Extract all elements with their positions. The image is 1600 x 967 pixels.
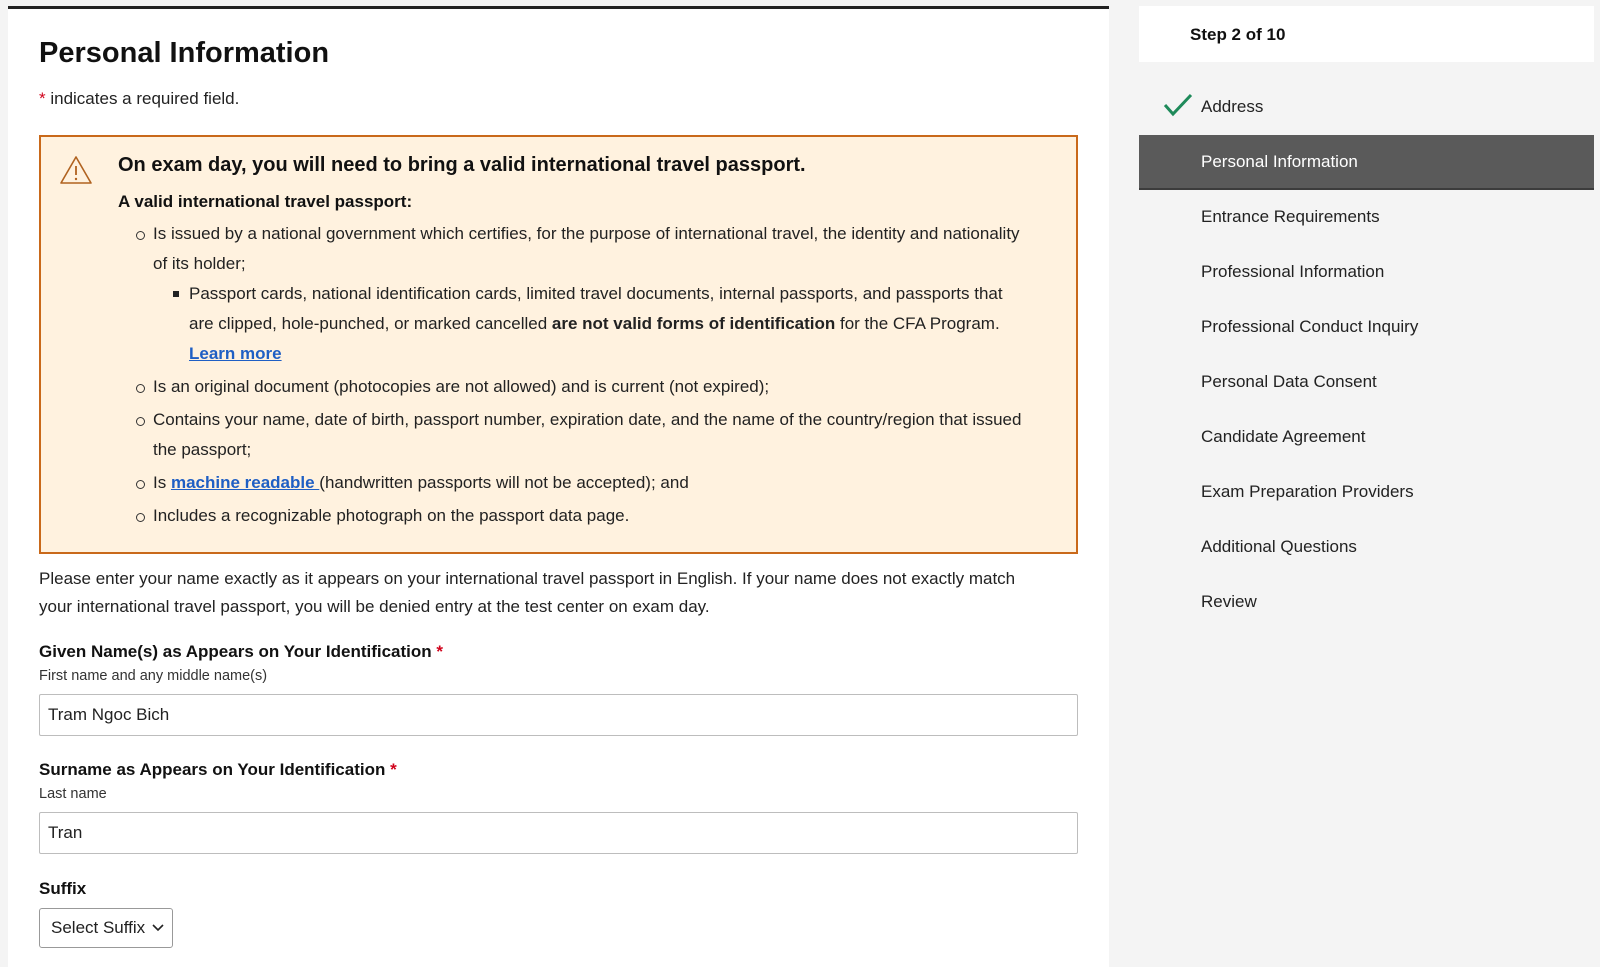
list-item <box>136 405 1026 465</box>
suffix-select[interactable] <box>39 908 173 948</box>
surname-input[interactable] <box>39 812 1078 854</box>
nav-item-address[interactable] <box>1139 80 1594 135</box>
nav-item-additional-questions[interactable] <box>1139 520 1594 575</box>
surname-hint: Last name <box>39 786 107 802</box>
steps-nav <box>1139 80 1594 630</box>
nav-item-label: Personal Data Consent <box>1201 372 1377 391</box>
nav-item-label: Review <box>1201 592 1257 611</box>
sub-item-text: Passport cards, national identification cards, limited travel documents, internal passports, and passports that are clipped, hole-punched, or marked cancelled <box>189 284 1003 333</box>
list-item-text: Is issued by a national government which certifies, for the purpose of international travel, the identity and nationality of its holder; <box>153 224 1020 273</box>
page-title: Personal Information <box>39 37 330 69</box>
nav-item-personal-information[interactable] <box>1139 135 1594 190</box>
nav-item-candidate-agreement[interactable] <box>1139 410 1594 465</box>
list-item-text: (handwritten passports will not be accepted); and <box>319 473 689 492</box>
suffix-selected-value: Select Suffix <box>51 918 146 937</box>
given-name-hint: First name and any middle name(s) <box>39 668 268 684</box>
list-item <box>136 372 1026 402</box>
nav-item-label: Professional Conduct Inquiry <box>1201 317 1419 336</box>
required-star: * <box>39 89 46 108</box>
list-item <box>136 501 1026 531</box>
required-star: * <box>390 760 397 779</box>
surname-label-text: Surname as Appears on Your Identification <box>39 760 391 779</box>
list-item-text: Is <box>153 473 171 492</box>
nav-item-review[interactable] <box>1139 575 1594 630</box>
nav-item-professional-conduct-inquiry[interactable] <box>1139 300 1594 355</box>
nav-item-label: Candidate Agreement <box>1201 427 1366 446</box>
requirements-list <box>136 219 1026 534</box>
nav-item-entrance-requirements[interactable] <box>1139 190 1594 245</box>
checkmark-icon <box>1163 92 1193 118</box>
nav-item-label: Additional Questions <box>1201 537 1357 556</box>
surname-label <box>39 760 397 780</box>
name-instructions: Please enter your name exactly as it appears on your international travel passport in English. If your name does not exactly match your international travel passport, you will be denied entry at the test center on exam day. <box>39 569 1016 616</box>
list-item-text: Contains your name, date of birth, passport number, expiration date, and the name of the country/region that issued the passport; <box>153 410 1022 459</box>
nav-item-label: Exam Preparation Providers <box>1201 482 1414 501</box>
sub-list-item <box>153 279 1026 369</box>
given-name-label <box>39 642 443 662</box>
list-item-text: Includes a recognizable photograph on the passport data page. <box>153 506 630 525</box>
nav-item-professional-information[interactable] <box>1139 245 1594 300</box>
suffix-label: Suffix <box>39 879 87 898</box>
passport-alert <box>39 135 1078 554</box>
sub-item-bold: are not valid forms of identification <box>551 314 836 333</box>
main-content <box>8 6 1109 967</box>
step-label: Step 2 of 10 <box>1190 25 1286 44</box>
nav-item-personal-data-consent[interactable] <box>1139 355 1594 410</box>
list-item <box>136 468 1026 498</box>
step-indicator <box>1139 6 1594 62</box>
required-note-text: indicates a required field. <box>45 89 240 108</box>
warning-triangle-icon <box>59 155 93 185</box>
given-name-label-text: Given Name(s) as Appears on Your Identification <box>39 642 437 661</box>
given-name-input[interactable] <box>39 694 1078 736</box>
nav-item-label: Personal Information <box>1201 152 1358 171</box>
alert-heading: On exam day, you will need to bring a valid international travel passport. <box>118 154 806 176</box>
sub-list <box>153 279 1026 369</box>
sub-item-text-b: for the CFA Program. <box>835 314 1000 333</box>
nav-item-label: Address <box>1201 97 1264 116</box>
list-item <box>136 219 1026 369</box>
learn-more-link[interactable]: Learn more <box>189 344 282 363</box>
nav-item-label: Entrance Requirements <box>1201 207 1380 226</box>
chevron-down-icon <box>152 924 164 932</box>
nav-item-label: Professional Information <box>1201 262 1385 281</box>
machine-readable-link[interactable]: machine readable <box>170 473 320 492</box>
alert-subheading: A valid international travel passport: <box>118 192 413 211</box>
list-item-text: Is an original document (photocopies are not allowed) and is current (not expired); <box>153 377 770 396</box>
nav-item-exam-preparation-providers[interactable] <box>1139 465 1594 520</box>
required-note <box>39 89 239 109</box>
required-star: * <box>436 642 444 661</box>
